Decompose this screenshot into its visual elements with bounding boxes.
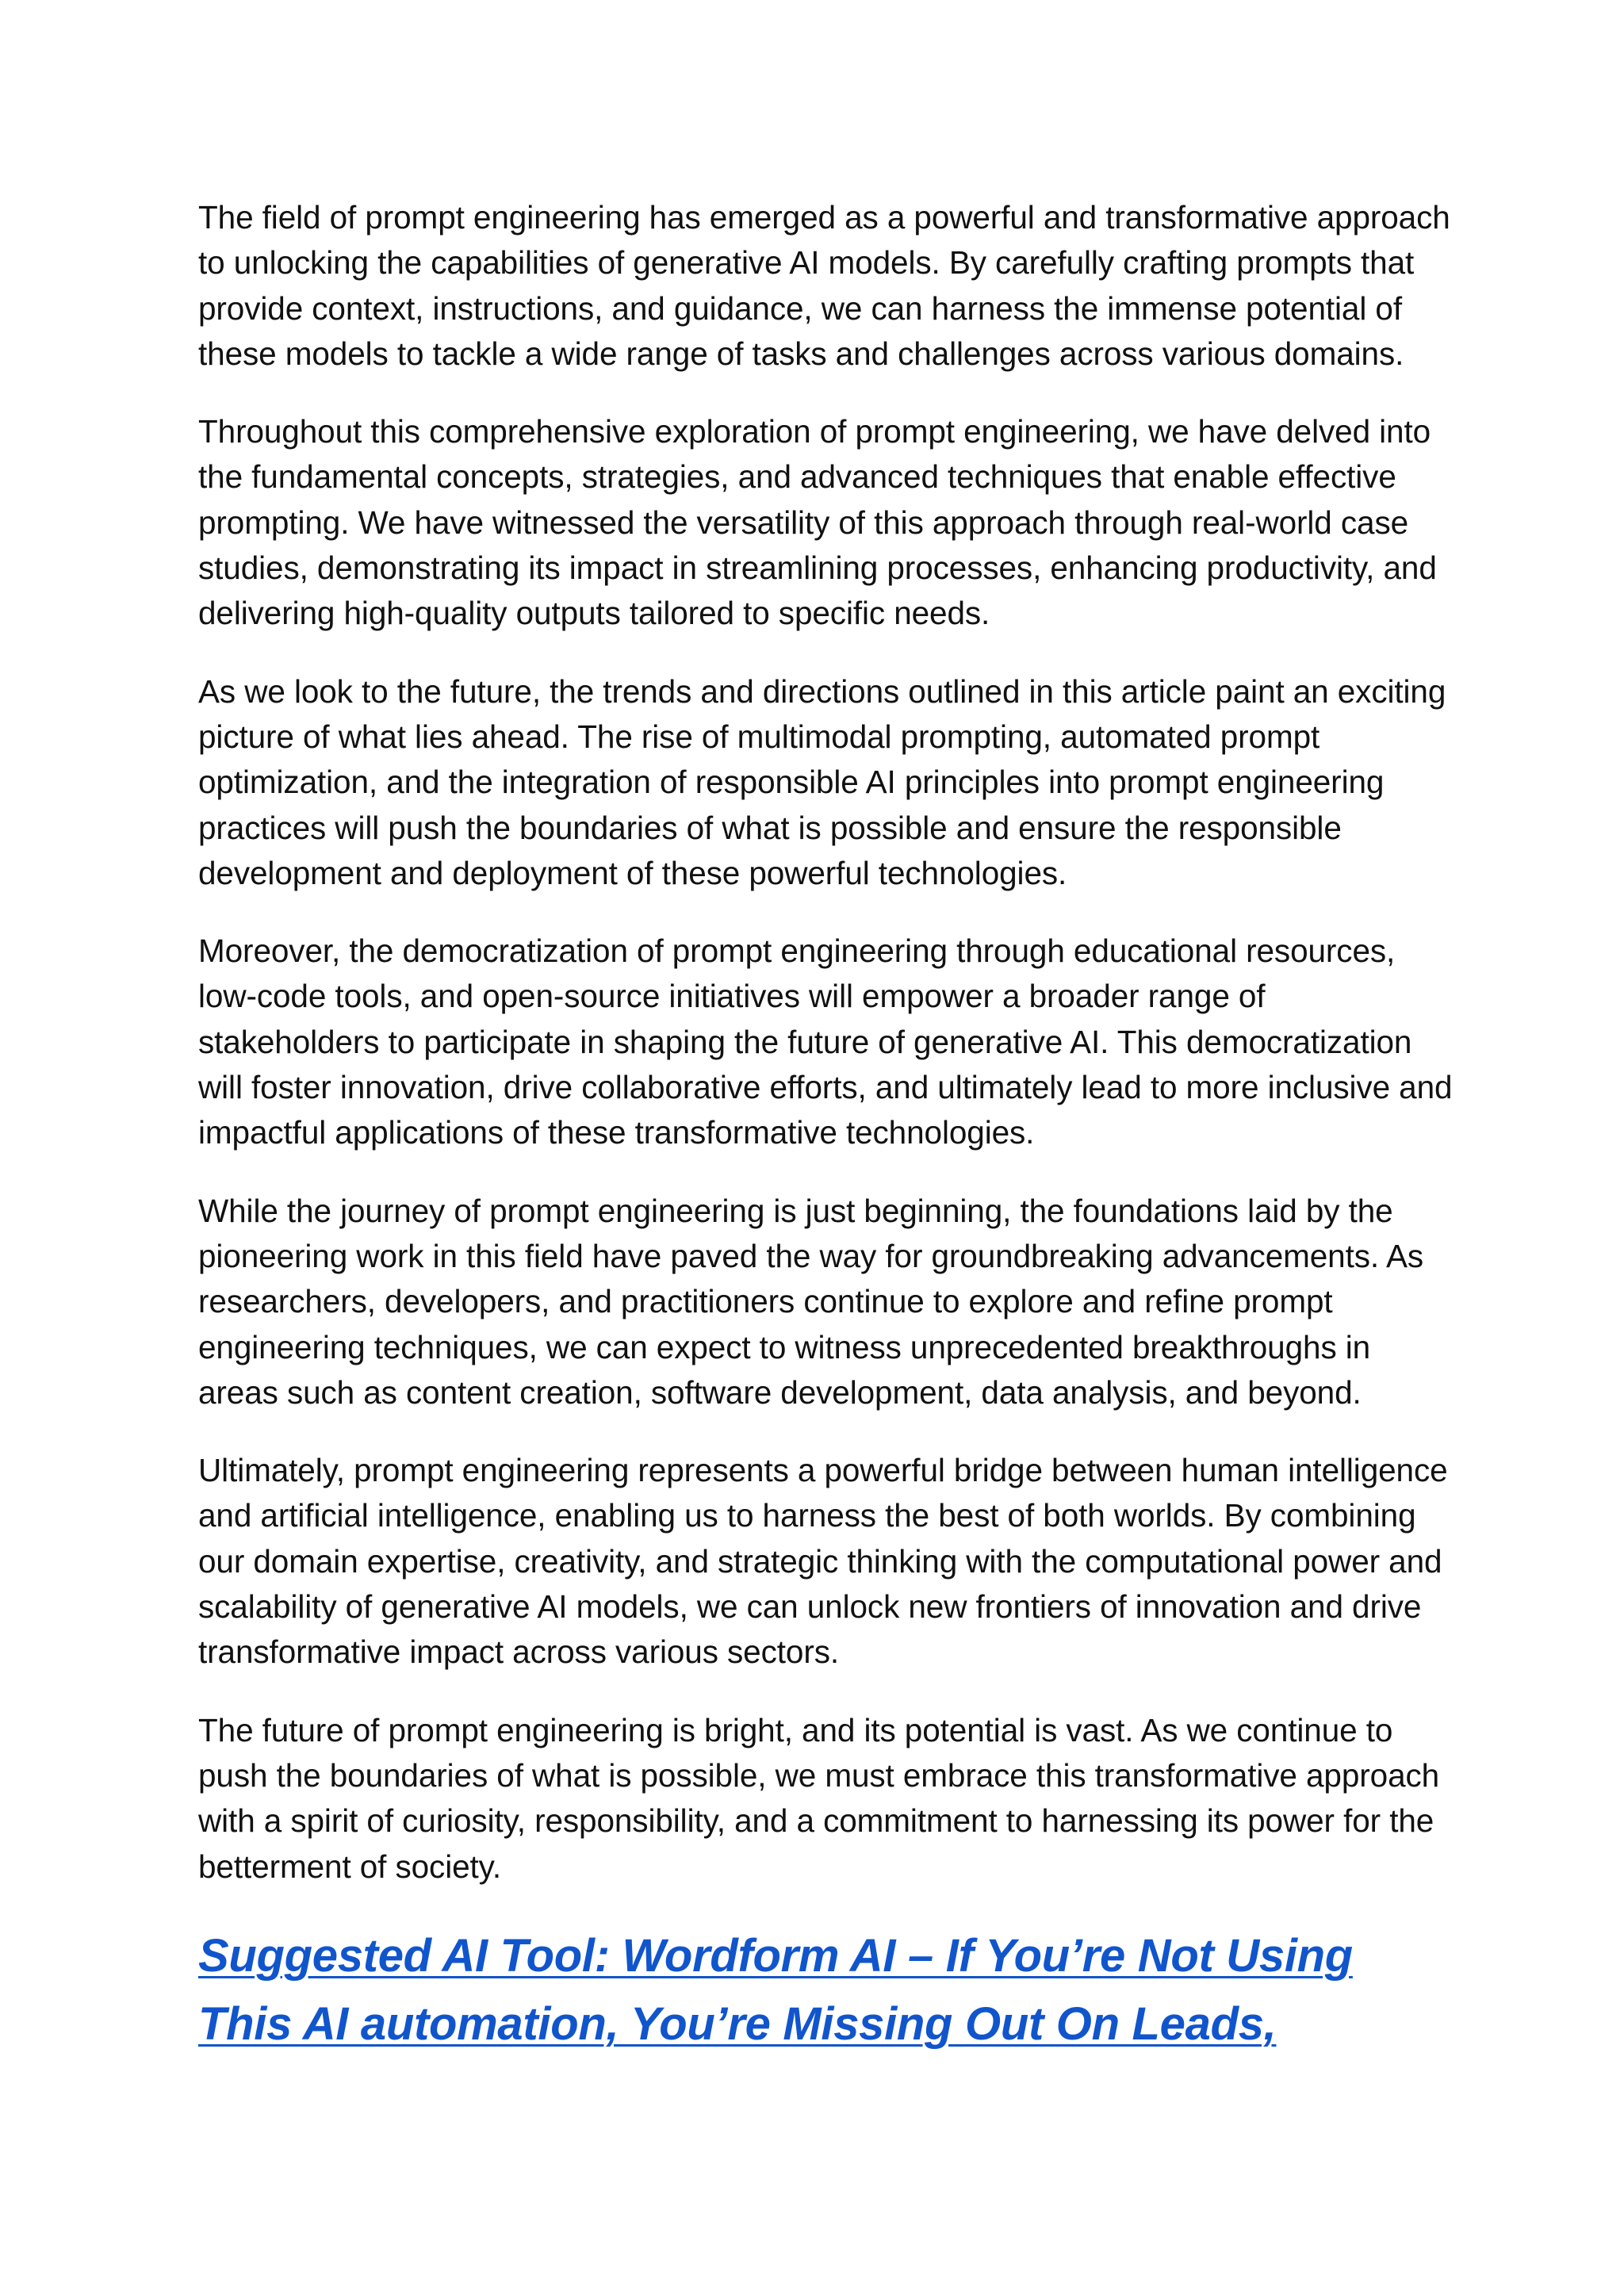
suggested-tool-link[interactable]: Suggested AI Tool: Wordform AI – If You’re Not Using This AI automation, You’re Missing Out On Leads, (198, 1929, 1353, 2050)
paragraph-exploration: Throughout this comprehensive exploration of prompt engineering, we have delved into the fundamental concepts, strategies, and advanced techniques that enable effective prompting. We have witnessed the versatility of this approach through real-world case studies, demonstrating its impact in streamlining processes, enhancing productivity, and delivering high-quality outputs tailored to specific needs. (198, 413, 1437, 632)
paragraph-democratization: Moreover, the democratization of prompt engineering through educational resources, low-code tools, and open-source initiatives will empower a broader range of stakeholders to participate in shaping the future of generative AI. This democratization will foster innovation, drive collaborative efforts, and ultimately lead to more inclusive and impactful applications of these transformative technologies. (198, 933, 1453, 1151)
paragraph-conclusion: The future of prompt engineering is bright, and its potential is vast. As we continue to push the boundaries of what is possible, we must embrace this transformative approach with a spirit of curiosity, responsibility, and a commitment to harnessing its power for the betterment of society. (198, 1711, 1440, 1885)
paragraph-bridge: Ultimately, prompt engineering represents a powerful bridge between human intelligence and artificial intelligence, enabling us to harness the best of both worlds. By combining our domain expertise, creativity, and strategic thinking with the computational power and scalability of generative AI models, we can unlock new frontiers of innovation and drive transformative impact across various sectors. (198, 1452, 1448, 1671)
document-body (198, 195, 1454, 2058)
paragraph-intro: The field of prompt engineering has emerged as a powerful and transformative approach to unlocking the capabilities of generative AI models. By carefully crafting prompts that provide context, instructions, and guidance, we can harness the immense potential of these models to tackle a wide range of tasks and challenges across various domains. (198, 199, 1450, 372)
paragraph-journey: While the journey of prompt engineering is just beginning, the foundations laid by the pioneering work in this field have paved the way for groundbreaking advancements. As researchers, developers, and practitioners continue to explore and refine prompt engineering techniques, we can expect to witness unprecedented breakthroughs in areas such as content creation, software development, data analysis, and beyond. (198, 1192, 1424, 1411)
paragraph-future-trends: As we look to the future, the trends and directions outlined in this article paint an exciting picture of what lies ahead. The rise of multimodal prompting, automated prompt optimization, and the integration of responsible AI principles into prompt engineering practices will push the boundaries of what is possible and ensure the responsible development and deployment of these powerful technologies. (198, 672, 1446, 891)
